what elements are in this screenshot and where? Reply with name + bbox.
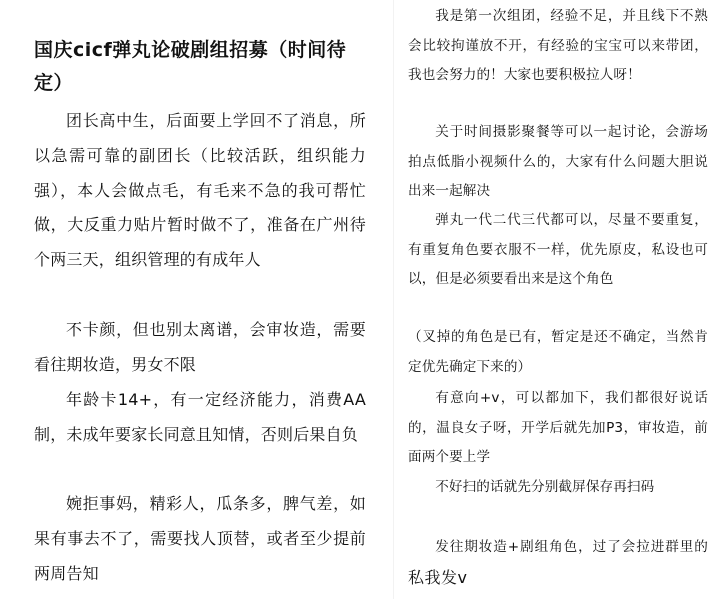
paragraph-contact: 有意向+v，可以都加下，我们都很好说话的，温良女子呀，开学后就先加P3，审妆造，前面两个要上学 <box>408 390 708 465</box>
paragraph-appearance: 不卡颜，但也别太离谱，会审妆造，需要看往期妆造，男女不限 <box>34 320 366 374</box>
signoff-text: 私我发v <box>408 567 468 587</box>
paragraph-character-note: （叉掉的角色是已有，暂定是还不确定，当然肯定优先确定下来的） <box>408 329 708 375</box>
paragraph-submit <box>408 533 708 594</box>
column-divider <box>393 0 394 599</box>
paragraph-schedule: 关于时间摄影聚餐等可以一起讨论，会游场拍点低脂小视频什么的，大家有什么问题大胆说出来一起解决 <box>408 124 708 199</box>
post-title: 国庆cicf弹丸论破剧组招募（时间待定） <box>34 39 347 94</box>
submit-text: 发往期妆造+剧组角色，过了会拉进群里的 <box>435 539 708 555</box>
paragraph-age-requirement: 年龄卡14+，有一定经济能力，消费AA制，未成年要家长同意且知情，否则后果自负 <box>34 390 366 444</box>
paragraph-first-group: 我是第一次组团，经验不足，并且线下不熟会比较拘谨放不开，有经验的宝宝可以来带团，我也会努力的！大家也要积极拉人呀！ <box>408 8 708 83</box>
paragraph-qr-note: 不好扫的话就先分别截屏保存再扫码 <box>435 479 655 495</box>
paragraph-leader-info: 团长高中生，后面要上学回不了消息，所以急需可靠的副团长（比较活跃，组织能力强），本人会做点毛，有毛来不急的我可帮忙做，大反重力贴片暂时做不了，准备在广州待个两三天，组织管理的有成年人 <box>34 111 366 270</box>
paragraph-rules: 婉拒事妈，精彩人，瓜条多，脾气差，如果有事去不了，需要找人顶替，或者至少提前两周告知 <box>34 494 366 583</box>
paragraph-characters: 弹丸一代二代三代都可以，尽量不要重复，有重复角色要衣服不一样，优先原皮，私设也可以，但是必须要看出来是这个角色 <box>408 212 708 287</box>
